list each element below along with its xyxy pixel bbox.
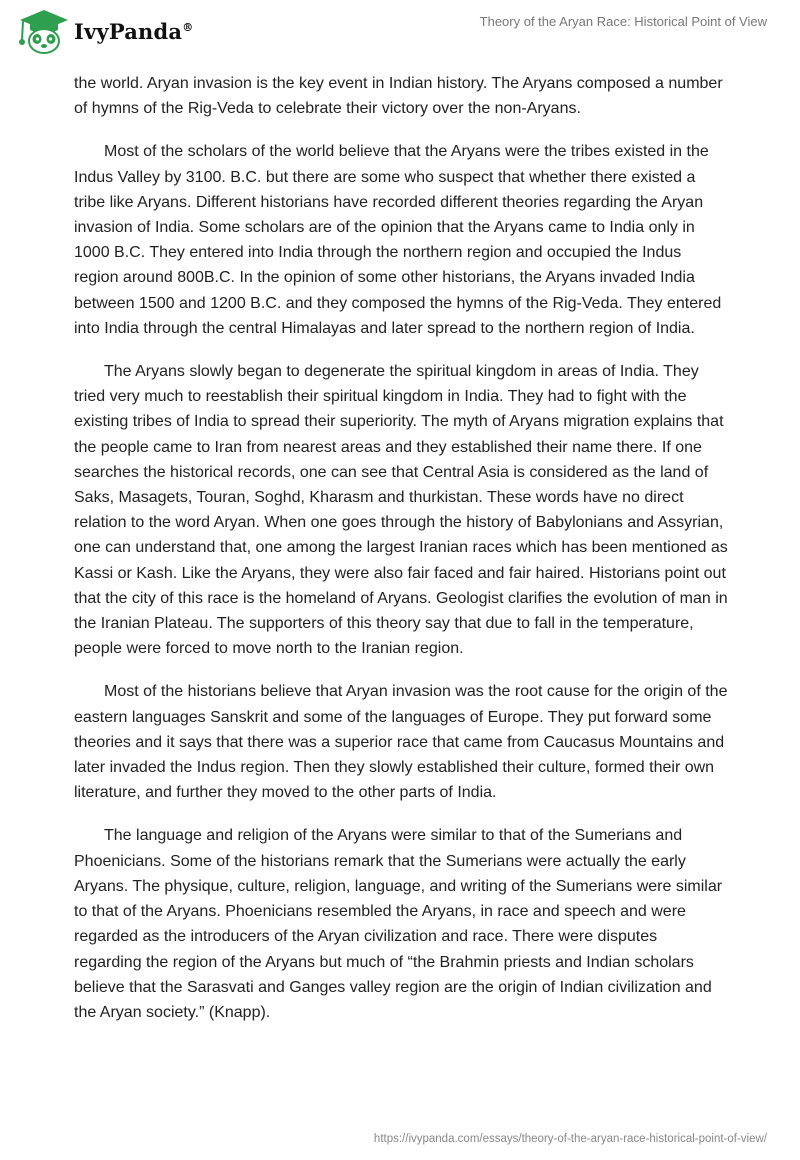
source-url-link[interactable]: https://ivypanda.com/essays/theory-of-the-aryan-race-historical-point-of-view/ (373, 1133, 767, 1145)
paragraph-2: Most of the scholars of the world believe that the Aryans were the tribes existed in the Indus Valley by 3100. B.C. but there are some who suspect that whether there existed a tribe like Aryans. Different historians have recorded different theories regarding the Aryan invasion of India. Some scholars are of the opinion that the Aryans came to India only in 1000 B.C. They entered into India through the northern region and occupied the Indus region around 800B.C. In the opinion of some other historians, the Aryans invaded India between 1500 and 1200 B.C. and they composed the hymns of the Rig-Veda. They entered into India through the central Himalayas and later spread to the northern region of India. (74, 143, 722, 337)
paragraph-3: The Aryans slowly began to degenerate the spiritual kingdom in areas of India. They tried very much to reestablish their spiritual kingdom in India. They had to fight with the existing tribes of India to spread their superiority. The myth of Aryans migration explains that the people came to Iran from nearest areas and they established their name there. If one searches the historical records, one can see that Central Asia is considered as the land of Saks, Masagets, Touran, Soghd, Kharasm and thurkistan. These words have no direct relation to the word Aryan. When one goes through the history of Babylonians and Assyrian, one can understand that, one among the largest Iranian races which has been mentioned as Kassi or Kash. Like the Aryans, they were also fair faced and fair haired. Historians point out that the city of this race is the homeland of Aryans. Geologist clarifies the evolution of man in the Iranian Plateau. The supporters of this theory say that due to fall in the temperature, people were forced to move north to the Iranian region. (74, 363, 728, 658)
panda-graduation-cap-icon (14, 8, 70, 54)
essay-body (74, 71, 728, 1043)
document-title: Theory of the Aryan Race: Historical Point of View (479, 14, 767, 29)
paragraph-1: the world. Aryan invasion is the key event in Indian history. The Aryans composed a number of hymns of the Rig-Veda to celebrate their victory over the non-Aryans. (74, 75, 723, 118)
ivypanda-logo[interactable] (14, 8, 193, 54)
brand-name: IvyPanda® (74, 18, 194, 44)
page-header (0, 0, 800, 62)
paragraph-4: Most of the historians believe that Aryan invasion was the root cause for the origin of the eastern languages Sanskrit and some of the languages of Europe. They put forward some theories and it says that there was a superior race that came from Caucasus Mountains and later invaded the Indus region. Then they slowly established their culture, formed their own literature, and further they moved to the other parts of India. (74, 683, 728, 802)
registered-mark: ® (182, 20, 194, 34)
paragraph-5: The language and religion of the Aryans were similar to that of the Sumerians and Phoenicians. Some of the historians remark that the Sumerians were actually the early Aryans. The physique, culture, religion, language, and writing of the Sumerians were similar to that of the Aryans. Phoenicians resembled the Aryans, in race and speech and were regarded as the introducers of the Aryan civilization and race. There were disputes regarding the region of the Aryans but much of “the Brahmin priests and Indian scholars believe that the Sarasvati and Ganges valley region are the origin of Indian civilization and the Aryan society.” (Knapp). (74, 827, 723, 1021)
